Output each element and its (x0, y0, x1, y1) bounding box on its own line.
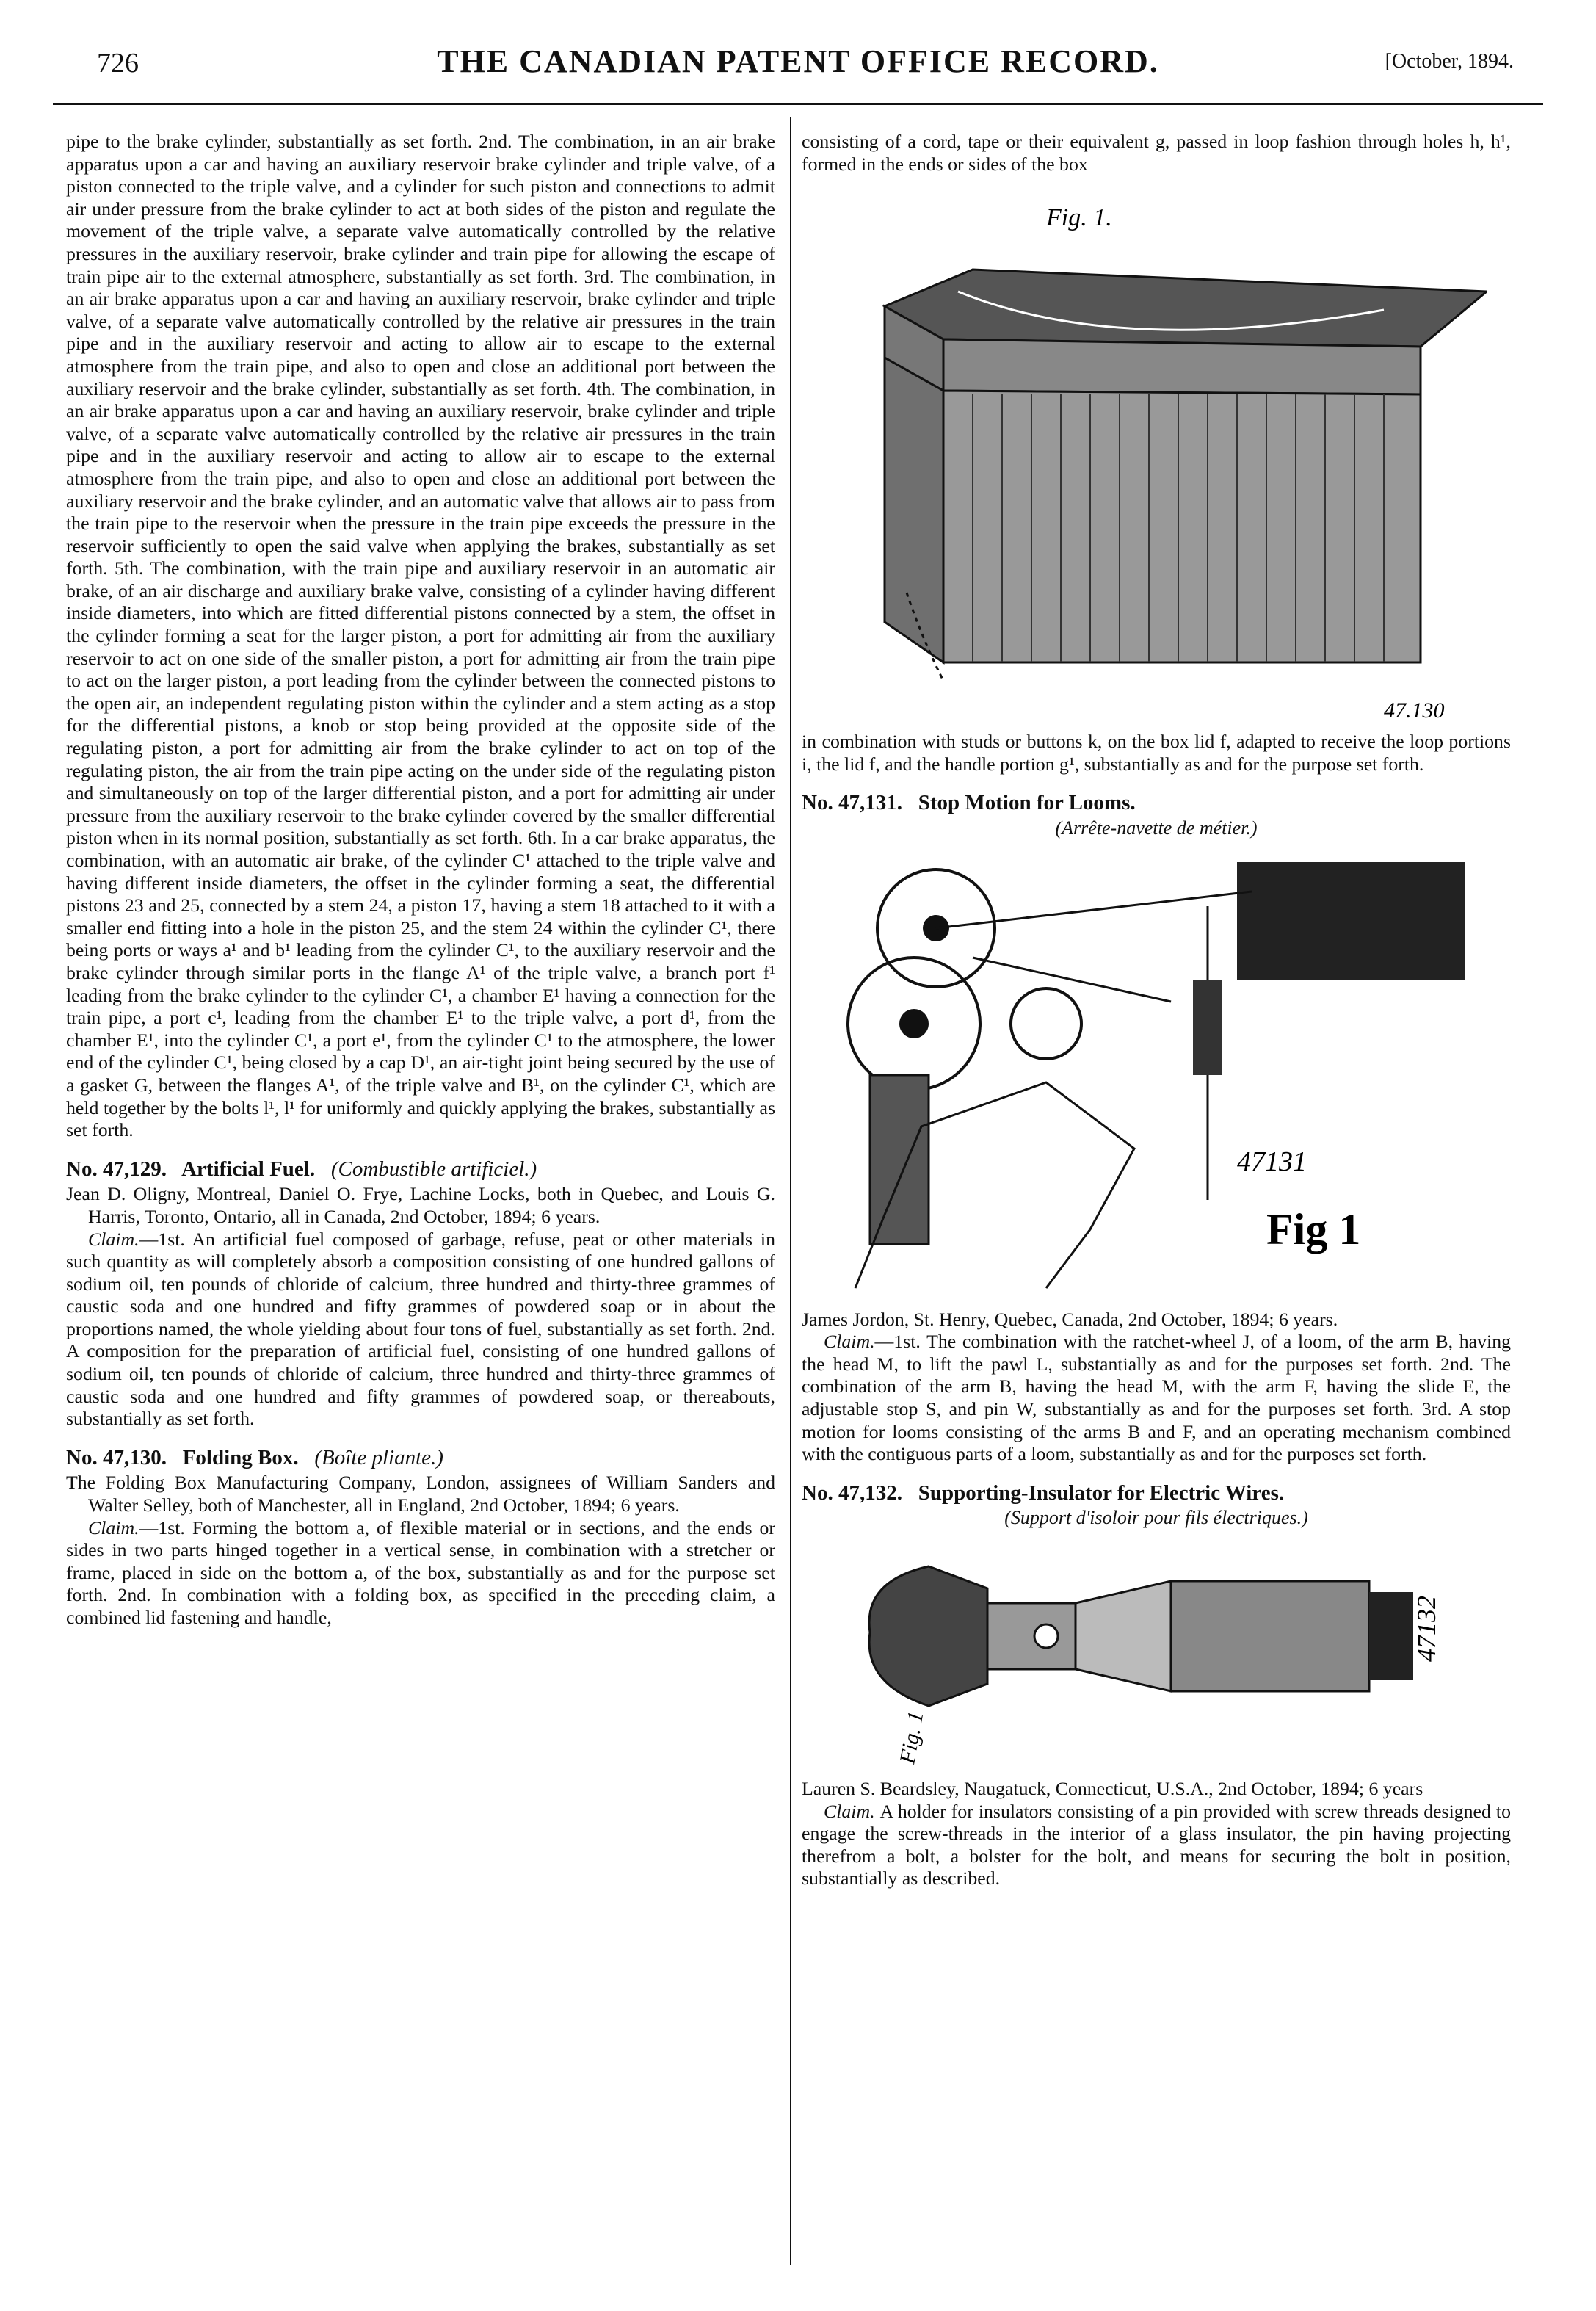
patent-inventors: The Folding Box Manufacturing Company, London, assignees of William Sanders and Walter Selley, both of Manchester, all in England, 2nd October, 1894; 6 years. (66, 1472, 775, 1516)
patent-number: No. 47,130. (66, 1445, 167, 1469)
page-number: 726 (97, 48, 139, 79)
figure-caption: Fig. 1. (1046, 204, 1112, 232)
patent-heading-47130 (66, 1447, 775, 1469)
figure-number: 47131 (1237, 1146, 1307, 1177)
box-lid-top (885, 270, 1487, 347)
patent-title-french: (Support d'isoloir pour fils électriques.) (1004, 1507, 1308, 1529)
insulator-figure (826, 1537, 1487, 1772)
claim-text: —1st. Forming the bottom a, of flexible material or in sections, and the ends or sides in two parts hinged together in a vertical sense, in combination with a stretcher or frame, placed in side on the bottom a, of the box, substantially as and for the purpose set forth. 2nd. In combination with a folding box, as specified in the preceding claim, a combined lid fastening and handle, (66, 1516, 775, 1628)
glass-insulator (869, 1566, 987, 1706)
publication-title: THE CANADIAN PATENT OFFICE RECORD. (437, 43, 1159, 79)
loom-block (1237, 862, 1465, 980)
patent-title: Artificial Fuel. (181, 1157, 316, 1181)
patent-inventors: James Jordon, St. Henry, Quebec, Canada, 2nd October, 1894; 6 years. (802, 1308, 1338, 1330)
patent-title-french: (Boîte pliante.) (314, 1445, 443, 1469)
loom-frame (870, 1075, 929, 1244)
patent-claim (66, 1229, 775, 1431)
claim-label: Claim. (824, 1331, 875, 1353)
bolt-head (1369, 1592, 1413, 1680)
patent-title: Folding Box. (182, 1445, 299, 1469)
patent-claim (802, 1331, 1511, 1466)
pin-collar (1076, 1581, 1171, 1691)
folding-box-figure (826, 181, 1487, 725)
figure-caption: Fig 1 (1266, 1204, 1361, 1254)
box-body-front (943, 391, 1421, 662)
claim-label: Claim. (88, 1228, 139, 1250)
patent-heading-47132 (802, 1482, 1511, 1505)
gear-hub (899, 1009, 929, 1038)
box-body-side (885, 358, 943, 662)
bolster (1171, 1581, 1369, 1691)
patent-title: Supporting-Insulator for Electric Wires. (918, 1480, 1285, 1505)
bolt (1034, 1624, 1058, 1648)
header-rule (53, 103, 1543, 105)
box-lid-front (943, 339, 1421, 394)
patent-number: No. 47,129. (66, 1157, 167, 1181)
small-gear (1011, 988, 1081, 1059)
continued-claim-text-2: in combination with studs or buttons k, on the box lid f, adapted to receive the loop portions i, the lid f, and the handle portion g¹, substantially as and for the purpose set forth. (802, 731, 1511, 775)
patent-title: Stop Motion for Looms. (918, 791, 1136, 815)
patent-heading-47131 (802, 792, 1511, 814)
arm-f (973, 958, 1171, 1002)
continued-claim-text: consisting of a cord, tape or their equivalent g, passed in loop fashion through holes h, h¹, formed in the ends or sides of the box (802, 131, 1511, 175)
continued-claim-text: pipe to the brake cylinder, substantially as set forth. 2nd. The combination, in an air brake apparatus upon a car and having an auxiliary reservoir brake cylinder and triple valve, of a piston connected to the triple valve, and a cylinder for such piston and connections to admit air under pressure from the brake cylinder to act at both sides of the piston and regulate the movement of the triple valve, a separate valve automatically controlled by the relative pressures in the auxiliary reservoir, brake cylinder and train pipe for allowing the escape of train pipe air to the external atmosphere, substantially as set forth. 3rd. The combination, in an air brake apparatus upon a car and having an auxiliary reservoir, brake cylinder and triple valve, of a separate valve automatically controlled by the relative air pressures in the train pipe and in the auxiliary reservoir and acting to allow air to escape to the external atmosphere from the train pipe, and also to open and close an additional port between the auxiliary reservoir and the brake cylinder, substantially as set forth. 4th. The combination, in an air brake apparatus upon a car and having an auxiliary reservoir, brake cylinder and triple valve, of a separate valve automatically controlled by the relative air pressures in the train pipe and in the auxiliary reservoir and acting to allow air to escape to the external atmosphere from the train pipe, and also to open and close an additional port between the auxiliary reservoir and the brake cylinder, and an automatic valve that allows air to pass from the train pipe to the reservoir when the pressure in the train pipe exceeds the pressure in the reservoir sufficiently to open the said valve when applying the brakes, substantially as set forth. 5th. The combination, with the train pipe and auxiliary reservoir in an automatic air brake, of an air discharge and auxiliary brake valve, consisting of a cylinder having different inside diameters, into which are fitted differential pistons connected by a stem, the offset in the cylinder forming a seat for the larger piston, a port for admitting air from the auxiliary reservoir to act on one side of the smaller piston, a port for admitting air from the train pipe to act on the larger piston, a port leading from the cylinder between the connected pistons to the open air, an independent regulating piston within the cylinder and a stem acting as a stop for the differential pistons, a knob or stop being provided at the opposite side of the regulating piston, a port for admitting air from the brake cylinder to act on top of the regulating piston, the air from the train pipe acting on the under side of the regulating piston and simultaneously on top of the larger differential piston, and a port for admitting air under pressure from the auxiliary reservoir to the brake cylinder covered by the smaller differential piston when in its normal position, substantially as set forth. 6th. In a car brake apparatus, the combination, with an automatic air brake, of the cylinder C¹ attached to the triple valve and having different inside diameters, the offset in the cylinder forming a seat, the differential pistons 23 and 25, connected by a stem 24, a piston 17, having a stem 18 attached to it with a smaller end fitting into a hole in the piston 25, and the stem 24 within the cylinder C¹, there being ports or ways a¹ and b¹ leading from the cylinder C¹, to the auxiliary reservoir and the brake cylinder through similar ports in the flange A¹ of the triple valve, a branch port f¹ leading from the brake cylinder to the cylinder C¹, a chamber E¹ having a connection for the train pipe, a port c¹, leading from the chamber E¹ to the triple valve, a port d¹, from the chamber E¹, into the cylinder C¹, a port e¹, from the cylinder C¹ to the atmosphere, the lower end of the cylinder C¹, being closed by a cap D¹, an air-tight joint being secured by the use of a gasket G, between the flanges A¹, of the triple valve and B¹, on the cylinder C¹, which are held together by the bolts l¹, l¹ for uniformly and quickly applying the brakes, substantially as set forth. (66, 131, 775, 1141)
claim-label: Claim. (824, 1800, 875, 1822)
patent-title-french: (Combustible artificiel.) (330, 1157, 537, 1181)
claim-text: —1st. The combination with the ratchet-wheel J, of a loom, of the arm B, having the head M, to lift the pawl L, substantially as and for the purposes set forth. 2nd. The combination of the arm B, having the head M, with the arm F, having the slide E, the adjustable stop S, and pin W, substantially as and for the purposes set forth. 3rd. A stop motion for looms consisting of the arms B and F, and an operating mechanism combined with the contiguous parts of a loom, substantially as and for the purposes set forth. (802, 1331, 1511, 1465)
patent-number: No. 47,131. (802, 791, 902, 815)
patent-inventors: Jean D. Oligny, Montreal, Daniel O. Frye, Lachine Locks, both in Quebec, and Louis G. Harris, Toronto, Ontario, all in Canada, 2nd October, 1894; 6 years. (66, 1183, 775, 1227)
patent-number: No. 47,132. (802, 1480, 902, 1505)
claim-label: Claim. (88, 1516, 139, 1538)
left-column (66, 131, 775, 1630)
right-column (802, 131, 1511, 1890)
patent-title-french: (Arrête-navette de métier.) (1055, 817, 1258, 839)
ratchet-pawl (1193, 980, 1222, 1075)
patent-claim (66, 1517, 775, 1630)
issue-date: [October, 1894. (1385, 50, 1514, 73)
loom-stop-motion-figure (826, 847, 1487, 1303)
running-head (53, 43, 1543, 87)
patent-claim (802, 1801, 1511, 1890)
claim-text: —1st. An artificial fuel composed of garbage, refuse, peat or other materials in such quantity as will completely absorb a composition consisting of one hundred gallons of sodium oil, ten pounds of chloride of calcium, three hundred and thirty-three grammes of caustic soda and one hundred and fifty grammes of powdered soap or in about the proportions named, the whole yielding about four tons of fuel, substantially as set forth. 2nd. A composition for the preparation of artificial fuel, consisting of one hundred gallons of sodium oil, ten pounds of chloride of calcium, three hundred and thirty-three grammes of caustic soda and one hundred and fifty grammes of powdered soap, or thereabouts, substantially as set forth. (66, 1228, 775, 1430)
figure-caption: Fig. 1 (895, 1709, 929, 1766)
patent-heading-47129 (66, 1158, 775, 1181)
column-divider (790, 117, 791, 2265)
figure-number: 47132 (1412, 1595, 1441, 1662)
claim-text: A holder for insulators consisting of a pin provided with screw threads designed to engage the screw-threads in the interior of a glass insulator, the pin having projecting therefrom a bolt, a bolster for the bolt, and means for securing the bolt in position, substantially as described. (802, 1800, 1512, 1889)
arm-b (936, 892, 1252, 928)
insulator-pin (987, 1603, 1076, 1669)
patent-inventors: Lauren S. Beardsley, Naugatuck, Connecticut, U.S.A., 2nd October, 1894; 6 years (802, 1777, 1423, 1799)
figure-number: 47.130 (1384, 698, 1445, 723)
